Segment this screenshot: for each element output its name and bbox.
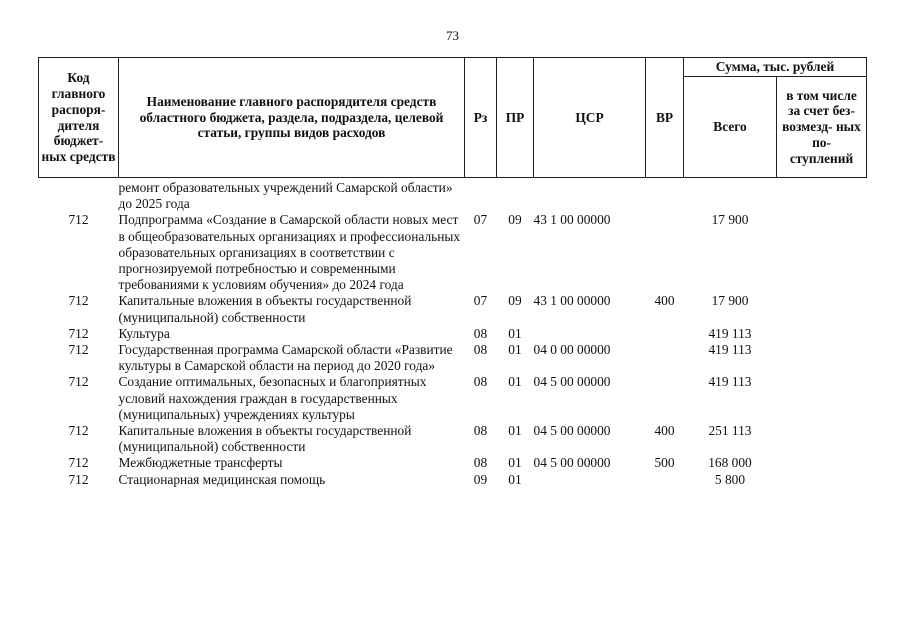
cell-total: 419 113 (708, 325, 752, 341)
header-name: Наименование главного распорядителя средств областного бюджета, раздела, подраздела, целевой статьи, группы видов расходов (119, 58, 465, 178)
cell-name: ремонт образовательных учреждений Самарской области» до 2025 года (118, 180, 453, 212)
cell-pr: 01 (508, 423, 522, 439)
cell-csr (534, 472, 646, 488)
cell-csr (534, 178, 646, 213)
header-code: Код главного распоря- дителя бюджет- ных средств (39, 58, 119, 178)
header-rz: Рз (465, 58, 497, 178)
cell-pr: 01 (508, 471, 522, 487)
cell-total: 5 800 (714, 471, 746, 487)
cell-total: 17 900 (711, 212, 749, 228)
cell-pr (497, 178, 534, 213)
cell-including (777, 326, 867, 342)
cell-vr (646, 212, 684, 293)
cell-code: 712 (68, 423, 89, 439)
cell-name: Стационарная медицинская помощь (118, 471, 326, 487)
cell-vr (646, 178, 684, 213)
cell-name: Подпрограмма «Создание в Самарской области новых мест в общеобразовательных организациях и профессиональных образовательных организациях в соответствии с прогнозируемой потребностью и современными требованиями к условиям обучения» до 2024 года (118, 212, 461, 293)
cell-csr: 04 5 00 00000 (533, 423, 611, 439)
cell-pr: 01 (508, 325, 522, 341)
cell-csr: 04 0 00 00000 (533, 342, 611, 358)
cell-vr (646, 326, 684, 342)
header-csr: ЦСР (534, 58, 646, 178)
cell-including (777, 423, 867, 455)
cell-including (777, 293, 867, 325)
cell-total: 168 000 (708, 455, 752, 471)
table-row (39, 178, 867, 213)
header-sum: Сумма, тыс. рублей (684, 58, 867, 77)
header-vr: ВР (646, 58, 684, 178)
cell-rz: 08 (473, 455, 488, 471)
cell-pr: 09 (508, 293, 522, 309)
cell-name: Капитальные вложения в объекты государственной (муниципальной) собственности (118, 423, 412, 455)
cell-rz: 09 (473, 471, 488, 487)
cell-including (777, 472, 867, 488)
cell-total (684, 178, 777, 213)
cell-including (777, 178, 867, 213)
page-number: 73 (446, 28, 459, 43)
cell-total: 419 113 (708, 374, 752, 390)
cell-vr (646, 374, 684, 423)
cell-code: 712 (68, 293, 89, 309)
table-body (39, 178, 867, 488)
cell-csr: 43 1 00 00000 (533, 293, 611, 309)
cell-rz: 08 (473, 325, 488, 341)
table-row (39, 326, 867, 342)
header-including: в том числе за счет без- возмезд- ных по- ступлений (777, 77, 867, 178)
cell-csr (534, 326, 646, 342)
cell-total: 419 113 (708, 342, 752, 358)
cell-rz: 08 (473, 423, 488, 439)
cell-name: Межбюджетные трансферты (118, 455, 283, 471)
cell-csr: 04 5 00 00000 (533, 374, 611, 390)
cell-pr: 01 (508, 455, 522, 471)
table-row (39, 342, 867, 374)
cell-code (39, 178, 119, 213)
cell-code: 712 (68, 212, 89, 228)
header-pr: ПР (497, 58, 534, 178)
table-row (39, 212, 867, 293)
cell-rz: 07 (473, 212, 488, 228)
cell-total: 17 900 (711, 293, 749, 309)
cell-rz (465, 178, 497, 213)
cell-rz: 08 (473, 342, 488, 358)
cell-csr: 43 1 00 00000 (533, 212, 611, 228)
cell-including (777, 374, 867, 423)
budget-table (38, 57, 867, 488)
header-total: Всего (684, 77, 777, 178)
cell-including (777, 455, 867, 471)
cell-vr (646, 472, 684, 488)
cell-name: Культура (118, 325, 170, 341)
cell-vr (646, 342, 684, 374)
cell-name: Государственная программа Самарской области «Развитие культуры в Самарской области на период до 2020 года» (118, 342, 453, 374)
cell-pr: 09 (508, 212, 522, 228)
table-row (39, 423, 867, 455)
table-row (39, 455, 867, 471)
cell-name: Создание оптимальных, безопасных и благоприятных условий нахождения граждан в государственных (муниципальных) учреждениях культуры (118, 374, 427, 422)
cell-csr: 04 5 00 00000 (533, 455, 611, 471)
table-row (39, 374, 867, 423)
cell-vr: 400 (654, 423, 675, 439)
cell-code: 712 (68, 374, 89, 390)
table-row (39, 472, 867, 488)
cell-including (777, 212, 867, 293)
cell-code: 712 (68, 471, 89, 487)
cell-pr: 01 (508, 374, 522, 390)
cell-pr: 01 (508, 342, 522, 358)
cell-vr: 500 (654, 455, 675, 471)
cell-including (777, 342, 867, 374)
table-row (39, 293, 867, 325)
cell-code: 712 (68, 342, 89, 358)
cell-total: 251 113 (708, 423, 752, 439)
cell-vr: 400 (654, 293, 675, 309)
cell-name: Капитальные вложения в объекты государственной (муниципальной) собственности (118, 293, 412, 325)
cell-code: 712 (68, 455, 89, 471)
table-header (39, 58, 867, 178)
cell-rz: 08 (473, 374, 488, 390)
cell-code: 712 (68, 325, 89, 341)
cell-rz: 07 (473, 293, 488, 309)
